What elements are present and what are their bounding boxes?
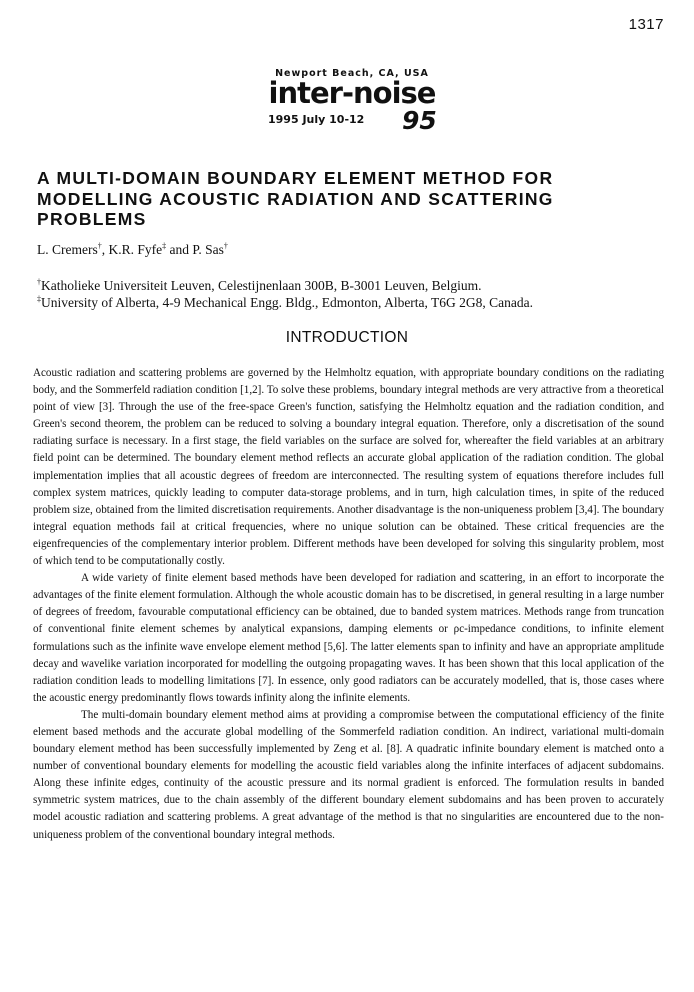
author-separator: and <box>166 242 193 257</box>
author-name: K.R. Fyfe <box>108 242 163 257</box>
affiliation-mark: ‡ <box>37 294 41 304</box>
conference-year: 95 <box>402 106 437 135</box>
affiliation-list <box>37 277 533 311</box>
author-affiliation-mark: ‡ <box>162 241 167 251</box>
author-separator: , <box>101 242 109 257</box>
author-list <box>37 242 228 258</box>
affiliation <box>37 277 533 294</box>
affiliation-text: University of Alberta, 4-9 Mechanical Engg. Bldg., Edmonton, Alberta, T6G 2G8, Canada. <box>41 295 534 310</box>
conference-logo: inter-noise <box>268 76 436 110</box>
conference-dates: 1995 July 10-12 <box>268 113 365 126</box>
conference-date-row <box>262 106 442 135</box>
affiliation-mark: † <box>37 277 41 287</box>
affiliation-text: Katholieke Universiteit Leuven, Celestijnenlaan 300B, B-3001 Leuven, Belgium. <box>41 278 482 293</box>
author-affiliation-mark: † <box>223 241 228 251</box>
paragraph: Acoustic radiation and scattering problems are governed by the Helmholtz equation, with appropriate boundary conditions on the radiating body, and the Sommerfeld radiation condition [1,2]. To solve these problems, boundary integral methods are very attractive from a theoretical point of view [3]. Through the use of the free-space Green's function, satisfying the Helmholtz equation and the radiation condition, and Green's second theorem, the problem can be reduced to solving a boundary integral equation. Therefore, only a discretisation of the sound radiating surface is necessary. In a first stage, the field variables on the surface are solved for, whereafter the field variables at an arbitrary field point can be determined. The boundary element method reflects an accurate global application of the radiation condition. The global implementation implies that all acoustic degrees of freedom are interconnected. The resulting system of equations therefore includes full complex system matrices, quickly leading to computer data-storage problems, and in turn, high calculation times, in spite of the reduced problem size, obtained from the limited discretisation requirements. Another disadvantage is the non-uniqueness problem [3,4]. The boundary integral equation methods fail at critical frequencies, where no unique solution can be obtained. These critical frequencies are the eigenfrequencies of the complementary interior problem. Different methods have been developed for solving this singularity problem, most of which tend to be computationally costly. <box>33 367 664 568</box>
paper-title: A MULTI-DOMAIN BOUNDARY ELEMENT METHOD FOR MODELLING ACOUSTIC RADIATION AND SCATTERING PROBLEMS <box>37 168 554 229</box>
paragraph: A wide variety of finite element based methods have been developed for radiation and scattering, in an effort to incorporate the advantages of the finite element formulation. Although the whole acoustic domain has to be discretised, in general resulting in a large number of degrees of freedom, favourable computational efficiency can be obtained, due to banded system matrices. Methods range from truncation of conventional finite element schemes by analytical expansions, damping elements or ρc-impedance conditions, to infinite element formulations such as the infinite wave envelope element method [5,6]. The latter elements span to infinity and have an appropriate amplitude decay and wavelike variation incorporated for modelling the outgoing propagating waves. It has been shown that this local application of the radiation condition leads to modelling limitations [7]. In essence, only good radiators can be accurately modelled, that is, those cases where the acoustic energy predominantly flows towards infinity along the infinite elements. <box>33 572 664 704</box>
conference-header <box>262 68 442 135</box>
conference-location: Newport Beach, CA, USA <box>275 68 429 79</box>
page-number: 1317 <box>628 16 664 33</box>
paragraph: The multi-domain boundary element method aims at providing a compromise between the computational efficiency of the finite element based methods and the accurate global modelling of the Sommerfeld radiation condition. An indirect, variational multi-domain boundary element method has been successfully implemented by Zeng et al. [8]. A quadratic infinite boundary element is matched onto a number of conventional boundary elements for modelling the acoustic field variables along the infinite interfaces of adjacent subdomains. Along these infinite edges, continuity of the acoustic pressure and its normal gradient is enforced. The formulation results in banded symmetric system matrices, due to the chain assembly of the different boundary element subdomains and has been proven to accurately model acoustic radiation and scattering problems. A great advantage of the method is that no singularities are encountered due to the non-uniqueness problem of the conventional boundary integral methods. <box>33 708 664 841</box>
body-text <box>33 365 664 844</box>
author-name: L. Cremers <box>37 242 98 257</box>
author-name: P. Sas <box>192 242 224 257</box>
affiliation <box>37 294 533 311</box>
author-affiliation-mark: † <box>97 241 102 251</box>
section-heading: INTRODUCTION <box>285 329 409 346</box>
